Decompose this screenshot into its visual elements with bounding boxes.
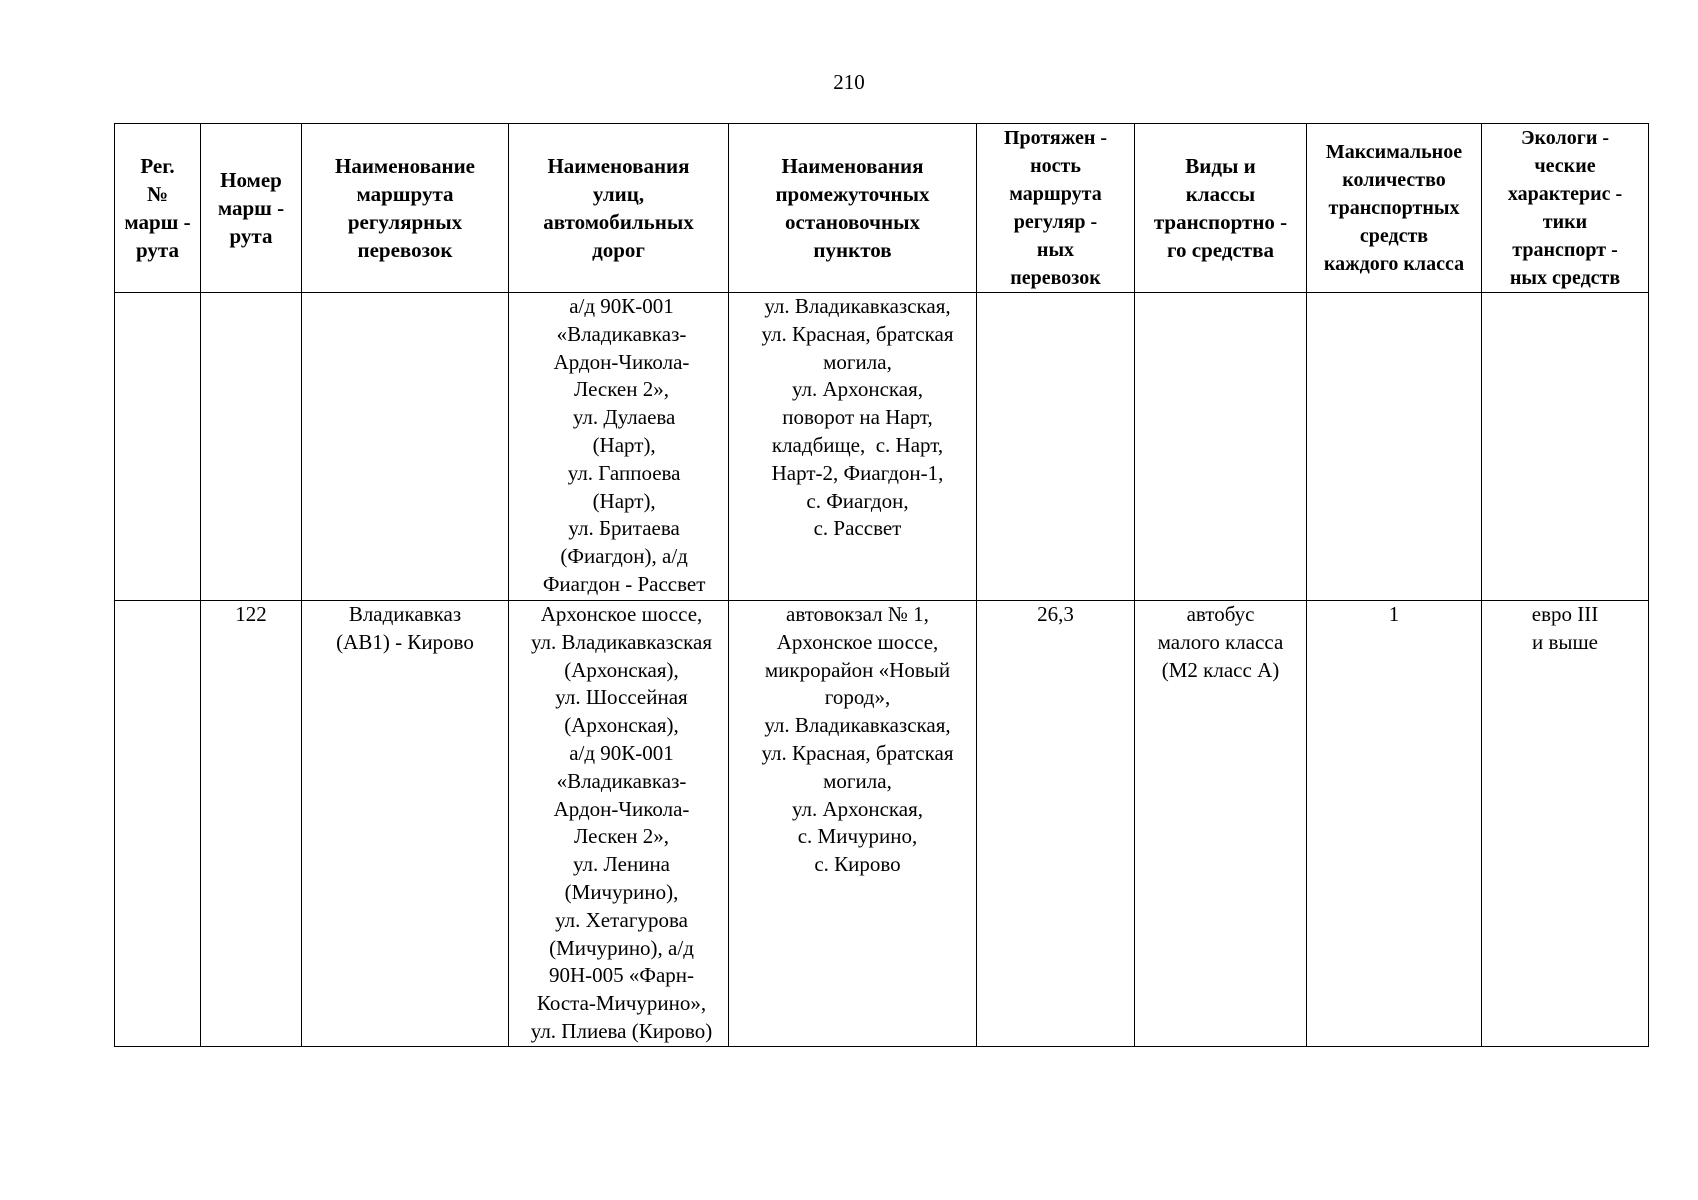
table-row bbox=[115, 293, 1649, 601]
header-route-name: Наименование маршрута регулярных перевозок bbox=[302, 124, 509, 293]
cell-length bbox=[977, 293, 1135, 601]
cell-stops: ул. Владикавказская, ул. Красная, братская могила, ул. Архонская, поворот на Нарт, кладбище, с. Нарт, Нарт-2, Фиагдон-1, с. Фиагдон, с. Рассвет bbox=[729, 293, 977, 601]
cell-length: 26,3 bbox=[977, 601, 1135, 1047]
cell-route-name bbox=[302, 293, 509, 601]
cell-vehicle-class bbox=[1135, 293, 1307, 601]
cell-streets: Архонское шоссе, ул. Владикавказская (Архонская), ул. Шоссейная (Архонская), а/д 90К-001 «Владикавказ- Ардон-Чикола- Лескен 2», ул. Ленина (Мичурино), ул. Хетагурова (Мичурино), а/д 90Н-005 «Фарн- Коста-Мичурино», ул. Плиева (Кирово) bbox=[509, 601, 729, 1047]
cell-streets: а/д 90К-001 «Владикавказ- Ардон-Чикола- Лескен 2», ул. Дулаева (Нарт), ул. Гаппоева (Нарт), ул. Бритаева (Фиагдон), а/д Фиагдон - Рассвет bbox=[509, 293, 729, 601]
header-length: Протяжен - ность маршрута регуляр - ных перевозок bbox=[977, 124, 1135, 293]
header-row bbox=[115, 124, 1649, 293]
header-vehicle-class: Виды и классы транспортно - го средства bbox=[1135, 124, 1307, 293]
cell-route-name: Владикавказ (АВ1) - Кирово bbox=[302, 601, 509, 1047]
routes-table bbox=[114, 123, 1649, 1047]
cell-stops: автовокзал № 1, Архонское шоссе, микрорайон «Новый город», ул. Владикавказская, ул. Красная, братская могила, ул. Архонская, с. Мичурино, с. Кирово bbox=[729, 601, 977, 1047]
header-stops: Наименования промежуточных остановочных пунктов bbox=[729, 124, 977, 293]
header-streets: Наименования улиц, автомобильных дорог bbox=[509, 124, 729, 293]
cell-reg-no bbox=[115, 601, 201, 1047]
cell-eco: евро III и выше bbox=[1482, 601, 1649, 1047]
cell-vehicle-class: автобус малого класса (М2 класс А) bbox=[1135, 601, 1307, 1047]
header-reg-no: Рег. № марш - рута bbox=[115, 124, 201, 293]
header-route-no: Номер марш - рута bbox=[201, 124, 302, 293]
header-eco: Экологи - ческие характерис - тики транспорт - ных средств bbox=[1482, 124, 1649, 293]
cell-max-count: 1 bbox=[1307, 601, 1482, 1047]
cell-eco bbox=[1482, 293, 1649, 601]
cell-route-no: 122 bbox=[201, 601, 302, 1047]
header-max-count: Максимальное количество транспортных средств каждого класса bbox=[1307, 124, 1482, 293]
cell-route-no bbox=[201, 293, 302, 601]
table-row bbox=[115, 601, 1649, 1047]
cell-max-count bbox=[1307, 293, 1482, 601]
cell-reg-no bbox=[115, 293, 201, 601]
page-number: 210 bbox=[833, 70, 865, 94]
